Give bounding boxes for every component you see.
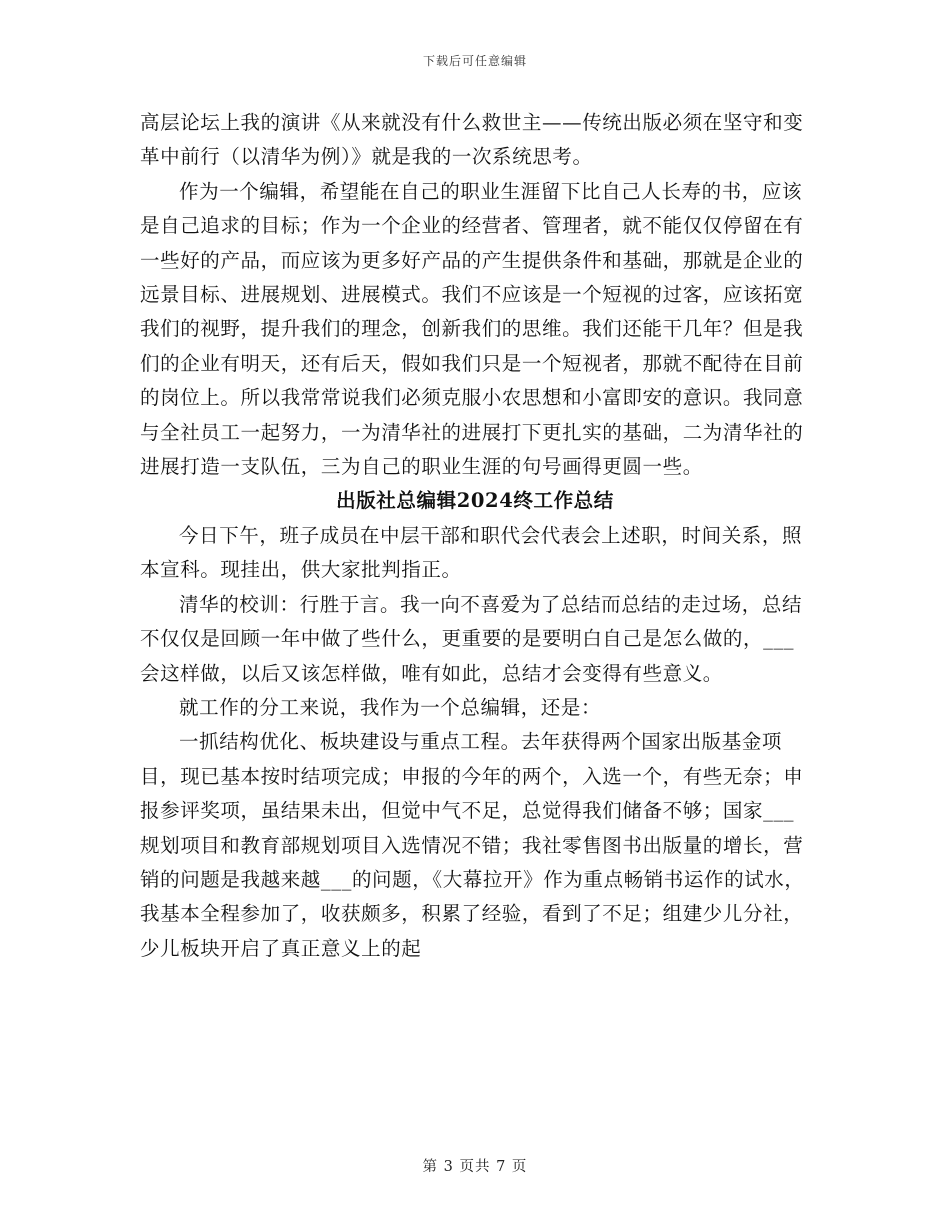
- paragraph-2: 作为一个编辑，希望能在自己的职业生涯留下比自己人长寿的书，应该是自己追求的目标；作为一个企业的经营者、管理者，就不能仅仅停留在有一些好的产品，而应该为更多好产品的产生提供条件和基础，那就是企业的远景目标、进展规划、进展模式。我们不应该是一个短视的过客，应该拓宽我们的视野，提升我们的理念，创新我们的思维。我们还能干几年？但是我们的企业有明天，还有后天，假如我们只是一个短视者，那就不配待在目前的岗位上。所以我常常说我们必须克服小农思想和小富即安的意识。我同意与全社员工一起努力，一为清华社的进展打下更扎实的基础，二为清华社的进展打造一支队伍，三为自己的职业生涯的句号画得更圆一些。: [140, 179, 804, 479]
- paragraph-3: 今日下午，班子成员在中层干部和职代会代表会上述职，时间关系，照本宣科。现挂出，供大家批判指正。: [140, 523, 803, 582]
- document-body: [140, 106, 810, 966]
- section-title: 出版社总编辑2024终工作总结: [336, 489, 614, 513]
- paragraph-6: 一抓结构优化、板块建设与重点工程。去年获得两个国家出版基金项目，现已基本按时结项完成；申报的今年的两个，入选一个，有些无奈；申报参评奖项，虽结果未出，但觉中气不足，总觉得我们储备不够；国家___规划项目和教育部规划项目入选情况不错；我社零售图书出版量的增长，营销的问题是我越来越___的问题，《大幕拉开》作为重点畅销书运作的试水，我基本全程参加了，收获颇多，积累了经验，看到了不足；组建少儿分社，少儿板块开启了真正意义上的起: [140, 730, 805, 960]
- page-footer: 第 3 页共 7 页: [422, 1159, 528, 1175]
- page-header: 下载后可任意编辑: [422, 54, 527, 68]
- paragraph-4: 清华的校训：行胜于言。我一向不喜爱为了总结而总结的走过场，总结不仅仅是回顾一年中做了些什么，更重要的是要明白自己是怎么做的，___会这样做，以后又该怎样做，唯有如此，总结才会变得有些意义。: [140, 592, 803, 685]
- paragraph-1: 高层论坛上我的演讲《从来就没有什么救世主——传统出版必须在坚守和变革中前行（以清华为例）》就是我的一次系统思考。: [140, 111, 804, 169]
- paragraph-5: 就工作的分工来说，我作为一个总编辑，还是：: [179, 695, 602, 719]
